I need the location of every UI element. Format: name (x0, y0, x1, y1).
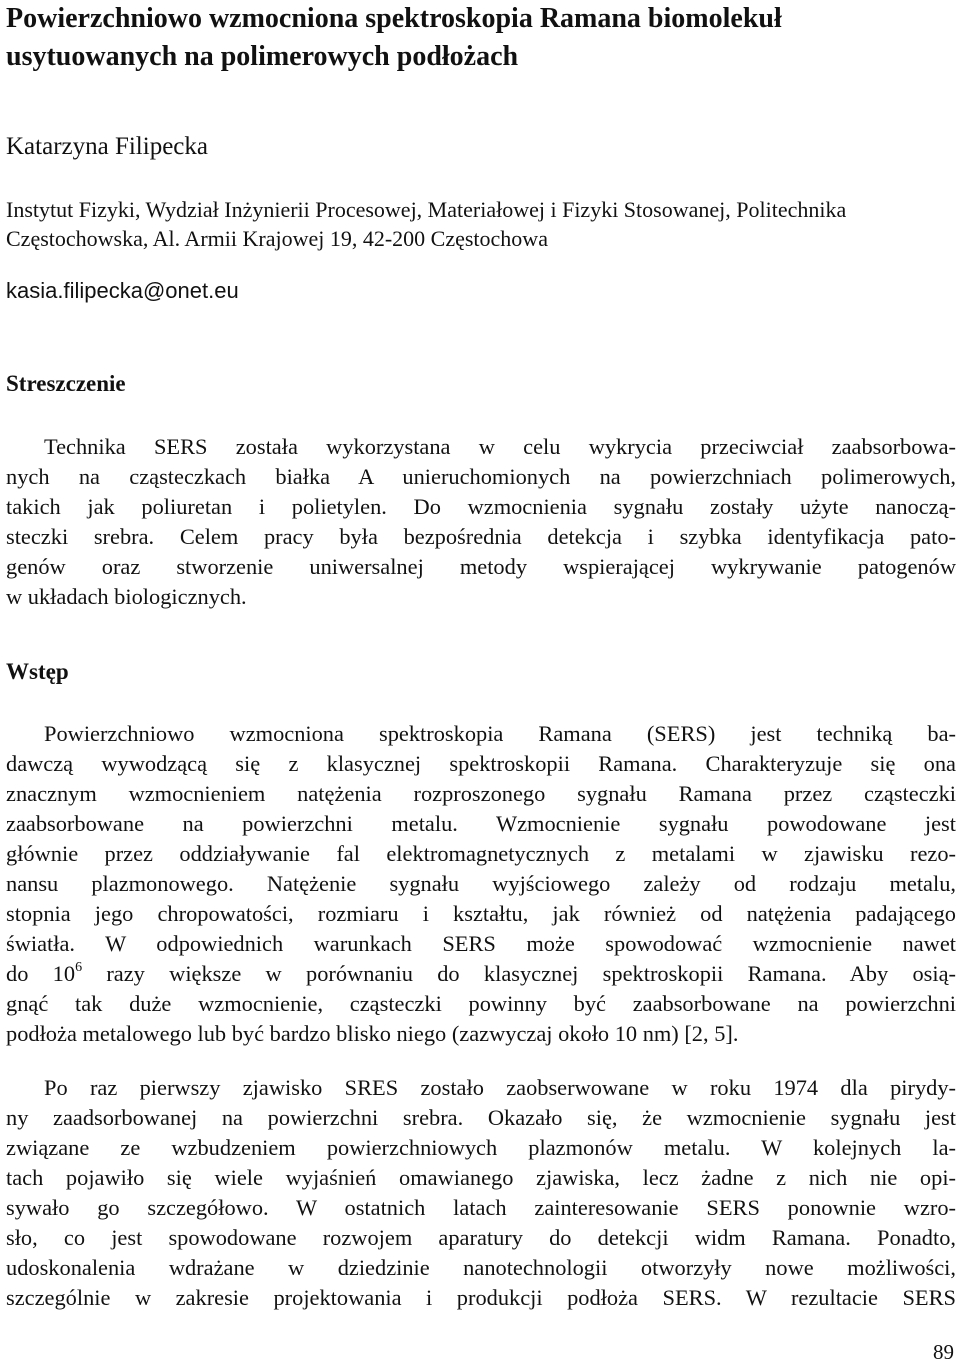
intro-line: gnąć tak duże wzmocnienie, cząsteczki powinny być zaabsorbowane na powierzchni (6, 991, 956, 1016)
exponent: 6 (75, 960, 83, 975)
abstract-paragraph (6, 432, 956, 612)
abstract-line: Technika SERS została wykorzystana w celu wykrycia przeciwciał zaabsorbowa- (44, 434, 956, 459)
intro-line: nansu plazmonowego. Natężenie sygnału wyjściowego zależy od rodzaju metalu, (6, 871, 956, 896)
abstract-line: steczki srebra. Celem pracy była bezpośrednia detekcja i szybka identyfikacja pato- (6, 524, 956, 549)
paper-title: Powierzchniowo wzmocniona spektroskopia Ramana biomolekuł usytuowanych na polimerowych podłożach (6, 3, 782, 72)
intro-line: światła. W odpowiednich warunkach SERS może spowodować wzmocnienie nawet (6, 931, 956, 956)
intro-line: zaabsorbowane na powierzchni metalu. Wzmocnienie sygnału powodowane jest (6, 811, 956, 836)
intro-line: ny zaadsorbowanej na powierzchni srebra. Okazało się, że wzmocnienie sygnału jest (6, 1105, 956, 1130)
intro-heading: Wstęp (6, 659, 69, 684)
page-number: 89 (933, 1340, 954, 1364)
sup-line-pre: do 10 (6, 961, 76, 986)
intro-paragraph-2 (6, 1073, 956, 1313)
intro-line: stopnia jego chropowatości, rozmiaru i kształtu, jak również od natężenia padającego (6, 901, 956, 926)
intro-line: tach pojawiło się wiele wyjaśnień omawianego zjawiska, lecz żadne z nich nie opi- (6, 1165, 956, 1190)
sup-line-post: razy większe w porównaniu do klasycznej spektroskopii Ramana. Aby osią- (82, 961, 956, 986)
affiliation: Instytut Fizyki, Wydział Inżynierii Procesowej, Materiałowej i Fizyki Stosowanej, Politechnika Częstochowska, Al. Armii Krajowej 19, 42-200 Częstochowa (6, 197, 847, 251)
intro-line: głównie przez oddziaływanie fal elektromagnetycznych z metalami w zjawisku rezo- (6, 841, 956, 866)
intro-line-superscript (6, 959, 956, 989)
author-name: Katarzyna Filipecka (6, 133, 208, 160)
intro-line: związane ze wzbudzeniem powierzchniowych plazmonów metalu. W kolejnych la- (6, 1135, 956, 1160)
abstract-line: w układach biologicznych. (6, 584, 247, 609)
abstract-line: nych na cząsteczkach białka A unieruchomionych na powierzchniach polimerowych, (6, 464, 956, 489)
intro-line: znacznym wzmocnieniem natężenia rozproszonego sygnału Ramana przez cząsteczki (6, 781, 956, 806)
intro-line: podłoża metalowego lub być bardzo blisko niego (zazwyczaj około 10 nm) [2, 5]. (6, 1021, 739, 1046)
intro-line: sywało go szczegółowo. W ostatnich latach zainteresowanie SERS ponownie wzro- (6, 1195, 956, 1220)
intro-line: Po raz pierwszy zjawisko SRES zostało zaobserwowane w roku 1974 dla pirydy- (44, 1075, 956, 1100)
abstract-line: takich jak poliuretan i polietylen. Do wzmocnienia sygnału zostały użyte nanoczą- (6, 494, 956, 519)
intro-line: Powierzchniowo wzmocniona spektroskopia Ramana (SERS) jest techniką ba- (44, 721, 956, 746)
abstract-line: genów oraz stworzenie uniwersalnej metody wspierającej wykrywanie patogenów (6, 554, 956, 579)
intro-line: udoskonalenia wdrażane w dziedzinie nanotechnologii otworzyły nowe możliwości, (6, 1255, 956, 1280)
intro-line: sło, co jest spowodowane rozwojem aparatury do detekcji widm Ramana. Ponadto, (6, 1225, 956, 1250)
intro-paragraph-1 (6, 719, 956, 1049)
author-email[interactable]: kasia.filipecka@onet.eu (6, 278, 239, 303)
abstract-heading: Streszczenie (6, 371, 126, 396)
intro-line: szczególnie w zakresie projektowania i produkcji podłoża SERS. W rezultacie SERS (6, 1285, 956, 1310)
intro-line: dawczą wywodzącą się z klasycznej spektroskopii Ramana. Charakteryzuje się ona (6, 751, 956, 776)
